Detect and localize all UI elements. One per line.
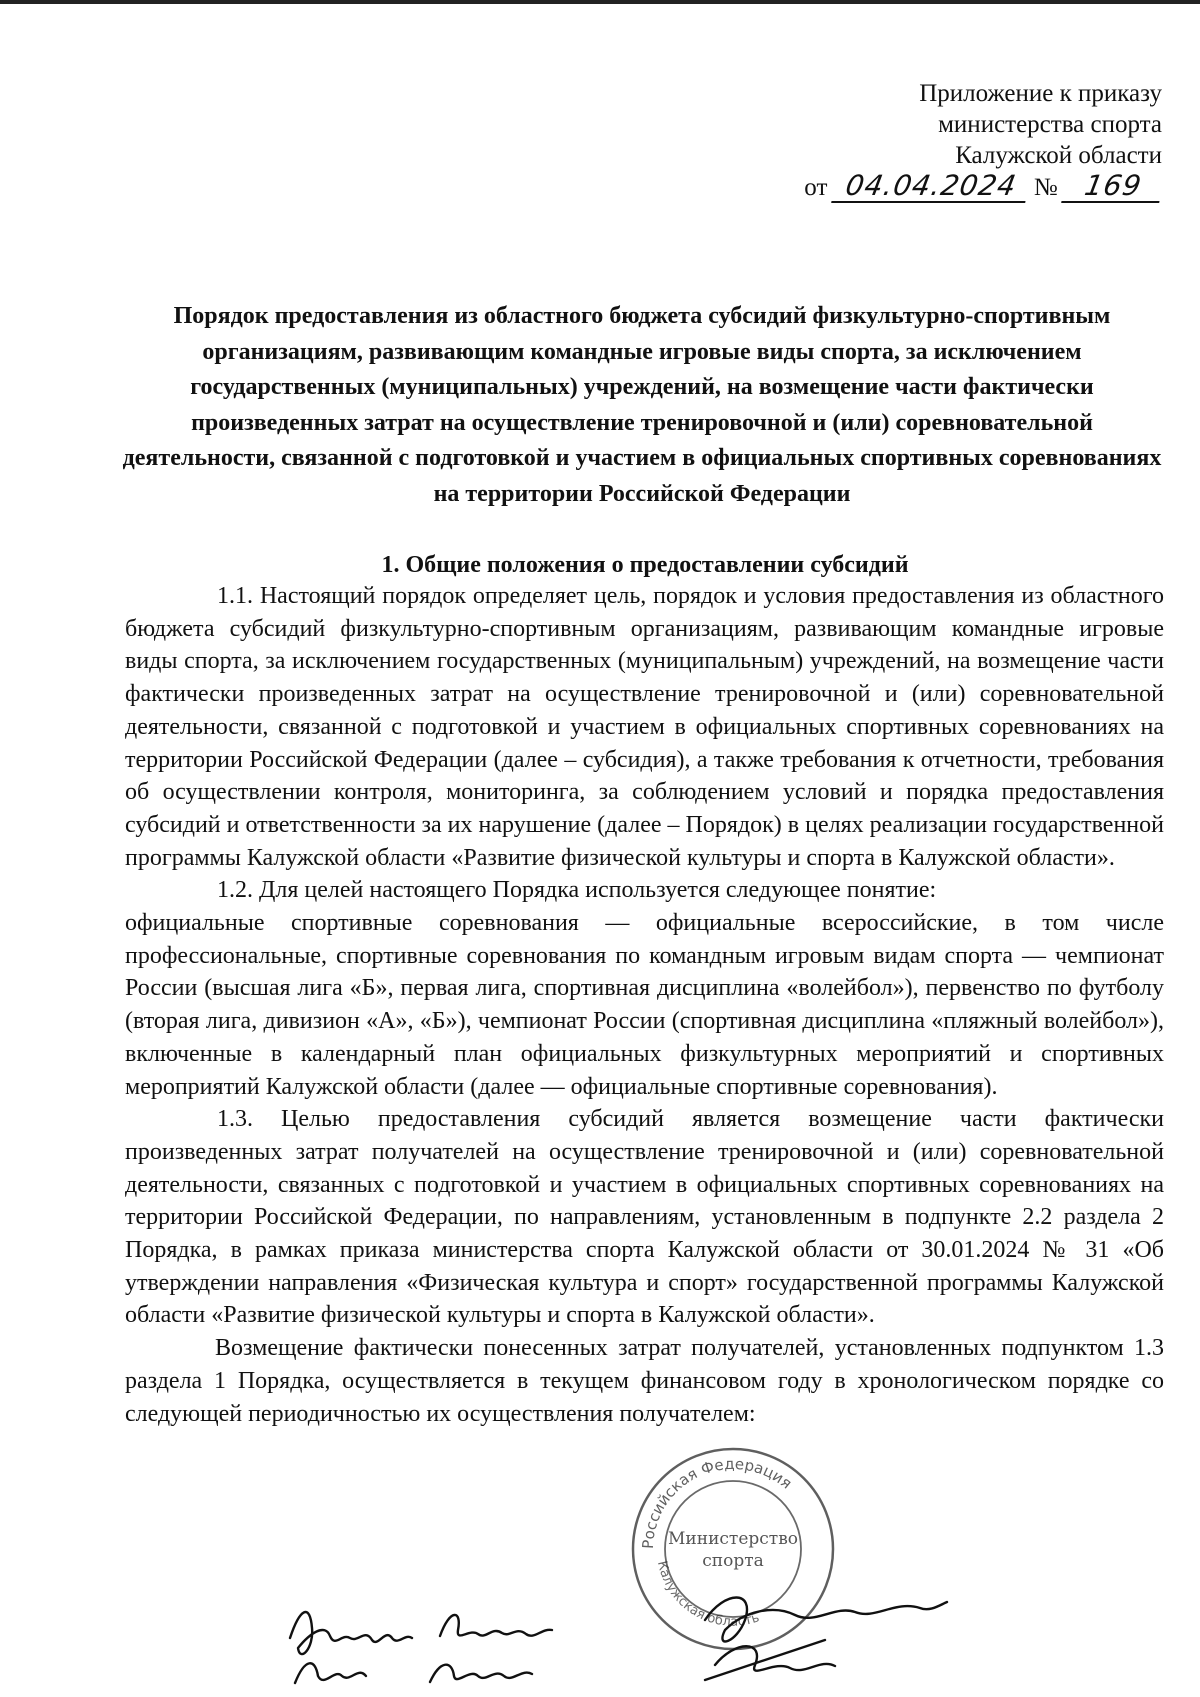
document-title: Порядок предоставления из областного бюджета субсидий физкультурно-спортивным организациям, развивающим командные игровые виды спорта, за исключением государственных (муниципальных) учреждений, на возмещение части фактически произведенных затрат на осуществление тренировочной и (или) соревновательной деятельности, связанной с подготовкой и участием в официальных спортивных соревнованиях на территории Российской Федерации <box>122 303 1162 507</box>
top-border-line <box>0 0 1200 4</box>
svg-text:Калужская область <box>654 1560 761 1630</box>
order-date-number-line <box>742 171 1162 203</box>
section-1-heading: 1. Общие положения о предоставлении субсидий <box>381 552 909 578</box>
paragraph-reimbursement: Возмещение фактически понесенных затрат получателей, установленных подпунктом 1.3 раздела 1 Порядка, осуществляется в текущем финансовом году в хронологическом порядке со следующей периодичностью их осуществления получателем: <box>125 1335 1164 1427</box>
paragraph-1-2-definition: официальные спортивные соревнования — официальные всероссийские, в том числе профессиональные, спортивные соревнования по командным игровым видам спорта — чемпионат России (высшая лига «Б», первая лига, спортивная дисциплина «волейбол»), первенство по футболу (вторая лига, дивизион «А», «Б»), чемпионат России (спортивная дисциплина «пляжный волейбол»), включенные в календарный план официальных физкультурных мероприятий и спортивных мероприятий Калужской области (далее — официальные спортивные соревнования). <box>125 910 1164 1100</box>
handwritten-order-number: 169 <box>1061 171 1165 203</box>
appendix-line-1: Приложение к приказу <box>919 80 1162 107</box>
official-seal-stamp <box>628 1444 838 1654</box>
svg-text:Российская Федерация <box>639 1455 796 1549</box>
handwritten-signature-right <box>685 1580 955 1695</box>
paragraph-1-3: 1.3. Целью предоставления субсидий является возмещение части фактически произведенных затрат получателей на осуществление тренировочной и (или) соревновательной деятельности, связанных с подготовкой и участием в официальных спортивных соревнованиях на территории Российской Федерации, по направлениям, установленным в подпункте 2.2 раздела 2 Порядка, в рамках приказа министерства спорта Калужской области от 30.01.2024 № 31 «Об утверждении направления «Физическая культура и спорт» государственной программы Калужской области «Развитие физической культуры и спорта в Калужской области». <box>125 1106 1164 1329</box>
number-sign: № <box>1033 174 1058 201</box>
stamp-center-line-2: спорта <box>702 1551 764 1571</box>
handwritten-date: 04.04.2024 <box>831 171 1031 203</box>
appendix-line-3: Калужской области <box>955 142 1162 169</box>
paragraph-1-2: 1.2. Для целей настоящего Порядка используется следующее понятие: <box>217 877 937 904</box>
paragraph-1-1: 1.1. Настоящий порядок определяет цель, порядок и условия предоставления из областного бюджета субсидий физкультурно-спортивным организациям, развивающим командные игровые виды спорта, за исключением государственных (муниципальным) учреждений, на возмещение части фактически произведенных затрат на осуществление тренировочной и (или) соревновательной деятельности, связанной с подготовкой и участием в официальных спортивных соревнованиях на территории Российской Федерации (далее – субсидия), а также требования к отчетности, требования об осуществлении контроля, мониторинга, за соблюдением условий и порядка предоставления субсидий и ответственности за их нарушение (далее – Порядок) в целях реализации государственной программы Калужской области «Развитие физической культуры и спорта в Калужской области». <box>125 583 1164 871</box>
handwritten-signature-left <box>280 1588 600 1693</box>
stamp-center-line-1: Министерство <box>668 1529 798 1549</box>
stamp-bottom-text: Калужская область <box>653 1559 762 1630</box>
date-prefix: от <box>804 174 828 201</box>
appendix-header <box>742 78 1162 203</box>
document-body <box>125 580 1164 1430</box>
stamp-ring-text: Российская Федерация <box>638 1454 796 1550</box>
appendix-line-2: министерства спорта <box>938 111 1162 138</box>
